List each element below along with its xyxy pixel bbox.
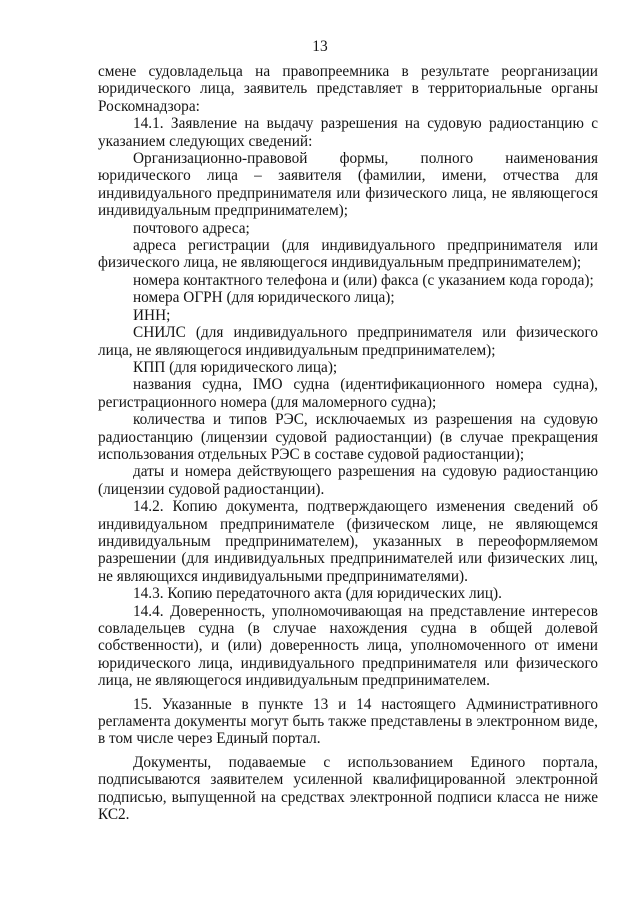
- paragraph: адреса регистрации (для индивидуального предпринимателя или физического лица, не являющегося индивидуальным предпринимателем);: [98, 237, 598, 272]
- paragraph: смене судовладельца на правопреемника в результате реорганизации юридического лица, заявитель представляет в территориальные органы Роскомнадзора:: [98, 63, 598, 115]
- paragraph: ИНН;: [133, 306, 171, 324]
- paragraph: номера контактного телефона и (или) факса (с указанием кода города);: [133, 271, 594, 289]
- paragraph: 14.1. Заявление на выдачу разрешения на судовую радиостанцию с указанием следующих сведений:: [98, 115, 598, 150]
- paragraph: 15. Указанные в пункте 13 и 14 настоящего Административного регламента документы могут быть также представлены в электронном виде, в том числе через Единый портал.: [98, 695, 598, 748]
- paragraph: количества и типов РЭС, исключаемых из разрешения на судовую радиостанцию (лицензии судовой радиостанции) (в случае прекращения использования отдельных РЭС в составе судовой радиостанции);: [98, 411, 598, 463]
- paragraph: даты и номера действующего разрешения на судовую радиостанцию (лицензии судовой радиостанции).: [98, 463, 598, 498]
- paragraph: 14.2. Копию документа, подтверждающего изменения сведений об индивидуальном предпринимателе (физическом лице, не являющемся индивидуальным предпринимателем), указанных в переоформляемом разрешении (для индивидуальных предпринимателей или физических лиц, не являющихся индивидуальными предпринимателями).: [98, 498, 598, 585]
- paragraph: номера ОГРН (для юридического лица);: [133, 289, 395, 307]
- paragraph: названия судна, IMO судна (идентификационного номера судна), регистрационного номера (для маломерного судна);: [98, 376, 598, 411]
- paragraph: КПП (для юридического лица);: [133, 358, 338, 376]
- paragraph: Документы, подаваемые с использованием Единого портала, подписываются заявителем усиленной квалифицированной электронной подписью, выпущенной на средствах электронной подписи класса не ниже КС2.: [98, 753, 598, 824]
- paragraph: Организационно-правовой формы, полного наименования юридического лица – заявителя (фамилии, имени, отчества для индивидуального предпринимателя или физического лица, не являющегося индивидуальным предпринимателем);: [98, 150, 598, 220]
- page-number: 13: [312, 38, 328, 55]
- paragraph: почтового адреса;: [133, 219, 250, 237]
- paragraph: СНИЛС (для индивидуального предпринимателя или физического лица, не являющегося индивидуальным предпринимателем);: [98, 324, 598, 359]
- paragraph: 14.3. Копию передаточного акта (для юридических лиц).: [133, 585, 502, 603]
- document-body: [98, 63, 598, 823]
- paragraph: 14.4. Доверенность, уполномочивающая на представление интересов совладельцев судна (в случае нахождения судна в общей долевой собственности), и (или) доверенность лица, уполномоченного от имени юридического лица, индивидуального предпринимателя или физического лица, не являющегося индивидуальным предпринимателем.: [98, 602, 598, 690]
